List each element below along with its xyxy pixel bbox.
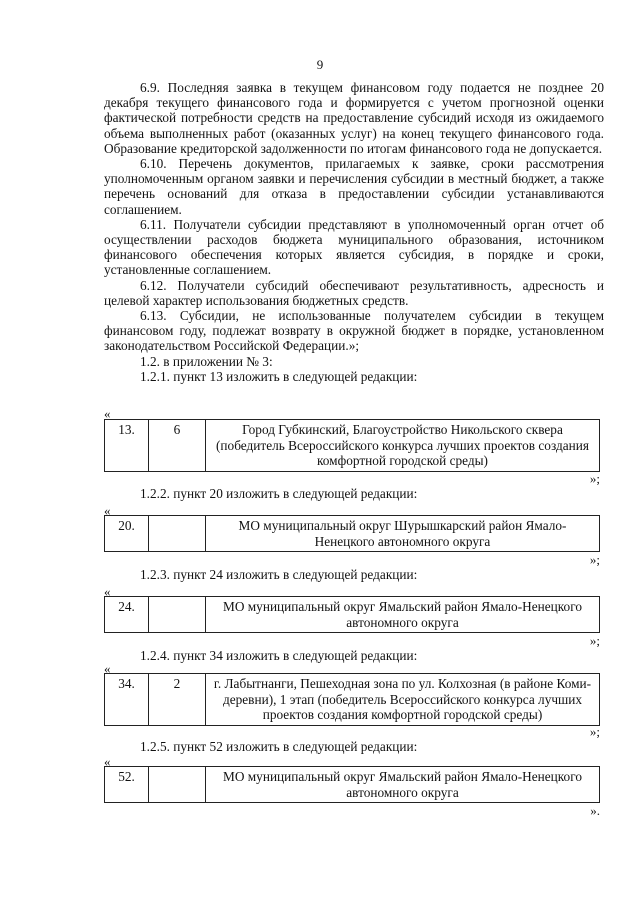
paragraph-6-10: 6.10. Перечень документов, прилагаемых к заявке, сроки рассмотрения уполномоченным органом заявки и перечисления субсидии в местный бюджет, а также перечень оснований для отказа в предоставлении субсидии устанавливаются соглашением. [104, 156, 604, 217]
row-quantity [149, 516, 206, 552]
paragraph-6-9: 6.9. Последняя заявка в текущем финансовом году подается не позднее 20 декабря текущего финансового года и формируется с учетом прогнозной оценки фактической потребности средств на предоставление субсидий исходя из ожидаемого объема выполненных работ (оказанных услуг) на конец текущего финансового года. Образование кредиторской задолженности по итогам финансового года не допускается. [104, 80, 604, 156]
subheading-1-2-5: 1.2.5. пункт 52 изложить в следующей редакции: [140, 739, 418, 754]
open-quote: « [104, 503, 111, 518]
open-quote: « [104, 584, 111, 599]
body-text [104, 80, 604, 384]
subheading-1-2-3: 1.2.3. пункт 24 изложить в следующей редакции: [140, 567, 418, 582]
row-text: Город Губкинский, Благоустройство Никольского сквера (победитель Всероссийского конкурса лучших проектов создания комфортной городской среды) [206, 420, 600, 472]
table-row-52 [104, 766, 600, 803]
row-quantity: 6 [149, 420, 206, 472]
close-quote: »; [589, 724, 600, 739]
close-quote: ». [590, 803, 600, 818]
open-quote: « [104, 661, 111, 676]
subheading-1-2-4: 1.2.4. пункт 34 изложить в следующей редакции: [140, 648, 418, 663]
paragraph-6-11: 6.11. Получатели субсидии представляют в уполномоченный орган отчет об осуществлении расходов бюджета муниципального образования, источником финансового обеспечения которых является субсидия, в порядке и сроки, установленные соглашением. [104, 216, 604, 278]
row-number: 20. [105, 516, 149, 552]
open-quote: « [104, 754, 111, 769]
table-row-24 [104, 596, 600, 633]
row-text: МО муниципальный округ Ямальский район Ямало-Ненецкого автономного округа [206, 767, 600, 803]
row-text: МО муниципальный округ Шурышкарский район Ямало-Ненецкого автономного округа [206, 516, 600, 552]
close-quote: »; [589, 471, 600, 486]
row-text: МО муниципальный округ Ямальский район Ямало-Ненецкого автономного округа [206, 597, 600, 633]
row-text: г. Лабытнанги, Пешеходная зона по ул. Колхозная (в районе Коми-деревни), 1 этап (победитель Всероссийского конкурса лучших проектов создания комфортной городской среды) [206, 674, 600, 726]
open-quote: « [104, 406, 111, 421]
close-quote: »; [589, 633, 600, 648]
table-row-34 [104, 673, 600, 726]
row-number: 24. [105, 597, 149, 633]
paragraph-1-2-1: 1.2.1. пункт 13 изложить в следующей редакции: [140, 368, 418, 384]
paragraph-6-12: 6.12. Получатели субсидий обеспечивают результативность, адресность и целевой характер использования бюджетных средств. [104, 277, 604, 308]
page-number: 9 [316, 57, 324, 72]
paragraph-1-2: 1.2. в приложении № 3: [140, 353, 273, 369]
row-quantity: 2 [149, 674, 206, 726]
table-row-13 [104, 419, 600, 472]
row-number: 13. [105, 420, 149, 472]
subheading-1-2-2: 1.2.2. пункт 20 изложить в следующей редакции: [140, 486, 418, 501]
paragraph-6-13: 6.13. Субсидии, не использованные получателем субсидии в текущем финансовом году, подлежат возврату в окружной бюджет в порядке, установленном законодательством Российской Федерации.»; [104, 308, 604, 354]
row-number: 52. [105, 767, 149, 803]
row-quantity [149, 597, 206, 633]
close-quote: »; [589, 552, 600, 567]
table-row-20 [104, 515, 600, 552]
row-quantity [149, 767, 206, 803]
row-number: 34. [105, 674, 149, 726]
